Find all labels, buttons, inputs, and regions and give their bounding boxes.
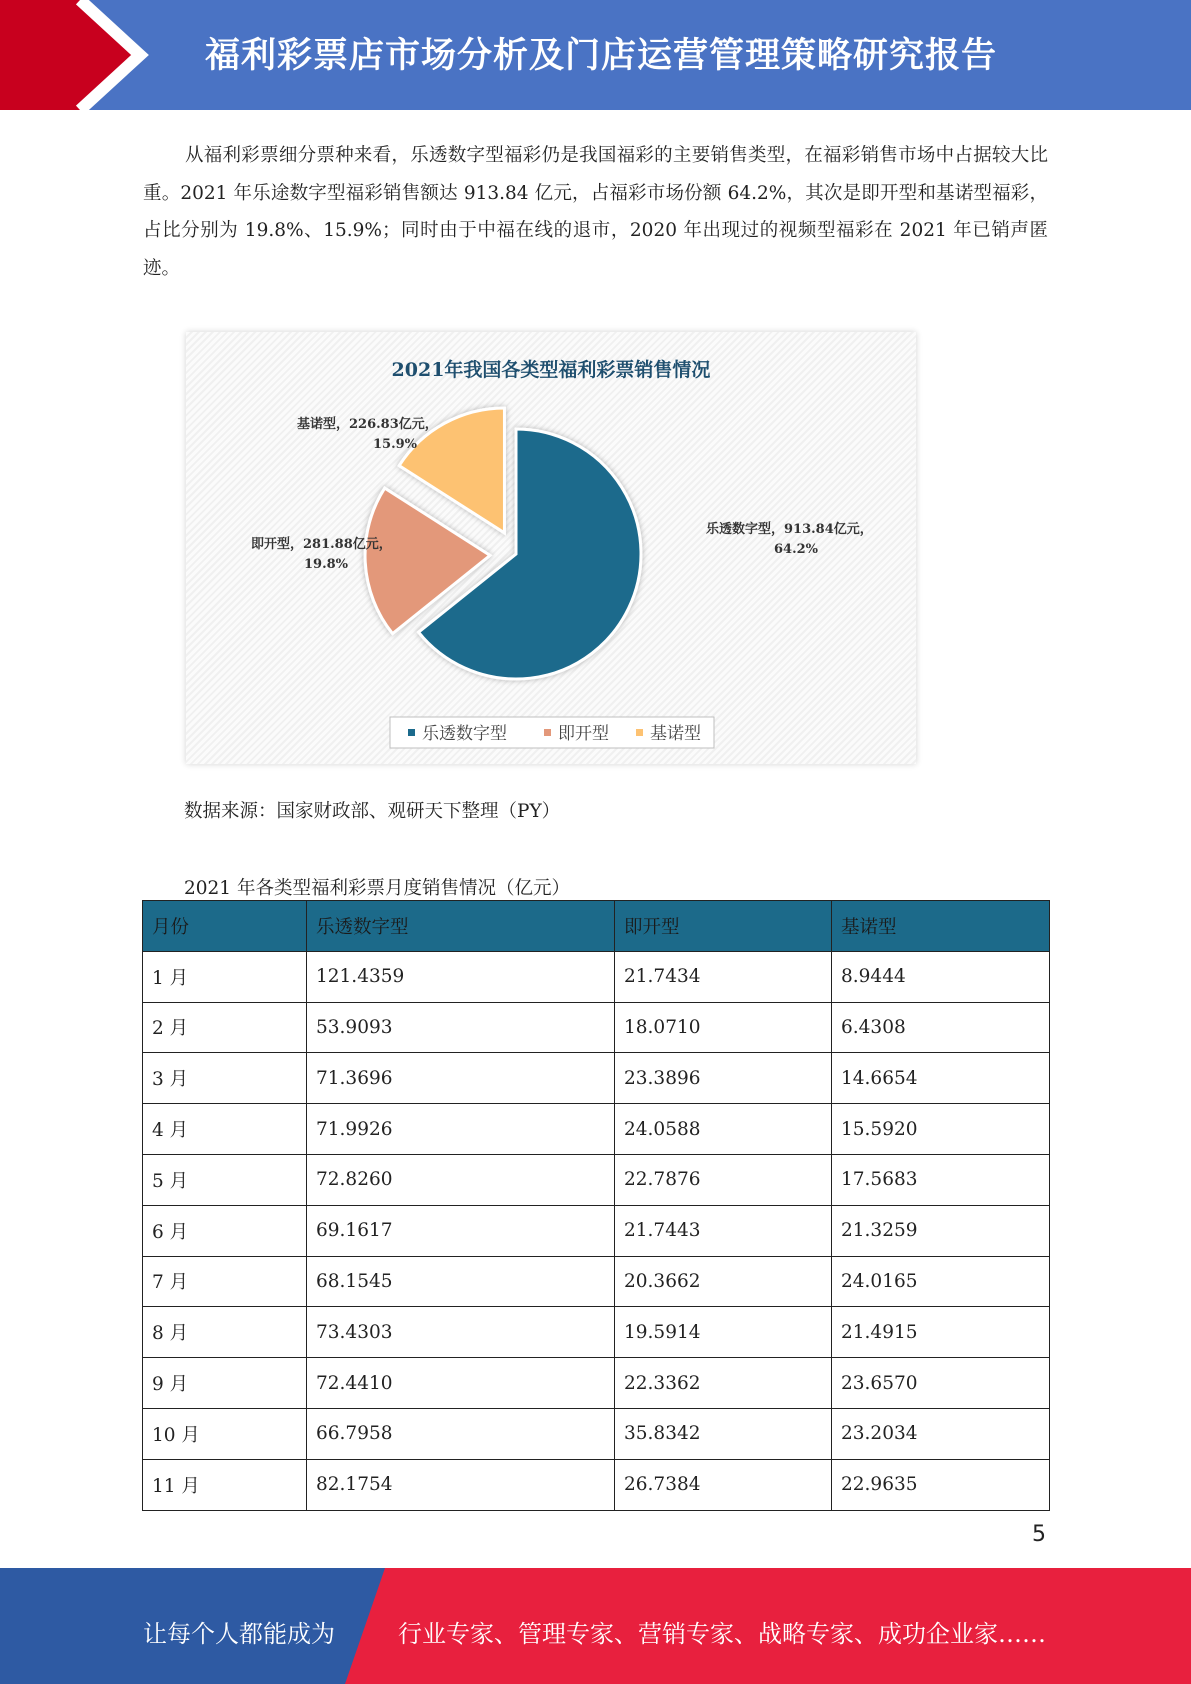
cell-lotto: 72.4410 bbox=[307, 1358, 615, 1409]
body-paragraph: 从福利彩票细分票种来看，乐透数字型福彩仍是我国福彩的主要销售类型，在福彩销售市场中占据较大比重。2021 年乐途数字型福彩销售额达 913.84 亿元，占福彩市场份额 64.2%，其次是即开型和基诺型福彩，占比分别为 19.8%、15.9%；同时由于中福在线的退市，2020 年出现过的视频型福彩在 2021 年已销声匿迹。 bbox=[143, 145, 1048, 279]
table-row bbox=[143, 1053, 1050, 1104]
table-caption: 2021 年各类型福利彩票月度销售情况（亿元） bbox=[184, 878, 570, 899]
cell-month: 5 月 bbox=[143, 1154, 307, 1205]
cell-month: 6 月 bbox=[143, 1205, 307, 1256]
cell-instant: 20.3662 bbox=[615, 1256, 832, 1307]
cell-keno: 6.4308 bbox=[832, 1002, 1050, 1053]
table-header-row bbox=[143, 901, 1050, 952]
cell-keno: 23.6570 bbox=[832, 1358, 1050, 1409]
cell-month: 11 月 bbox=[143, 1459, 307, 1510]
table-row bbox=[143, 1307, 1050, 1358]
cell-instant: 23.3896 bbox=[615, 1053, 832, 1104]
header-month: 月份 bbox=[143, 901, 307, 952]
chart-title: 2021年我国各类型福利彩票销售情况 bbox=[391, 359, 711, 381]
cell-lotto: 53.9093 bbox=[307, 1002, 615, 1053]
legend-label: 即开型 bbox=[558, 724, 609, 744]
cell-lotto: 71.9926 bbox=[307, 1104, 615, 1155]
table-row bbox=[143, 1104, 1050, 1155]
slice-label: 即开型，281.88亿元， bbox=[251, 537, 392, 552]
cell-keno: 15.5920 bbox=[832, 1104, 1050, 1155]
cell-lotto: 73.4303 bbox=[307, 1307, 615, 1358]
slice-label: 乐透数字型，913.84亿元， bbox=[706, 522, 873, 537]
cell-month: 3 月 bbox=[143, 1053, 307, 1104]
pie-chart bbox=[186, 332, 916, 764]
legend-label: 乐透数字型 bbox=[422, 724, 507, 744]
cell-keno: 24.0165 bbox=[832, 1256, 1050, 1307]
page-number: 5 bbox=[1032, 1522, 1046, 1547]
cell-lotto: 72.8260 bbox=[307, 1154, 615, 1205]
slice-percent-label: 64.2% bbox=[773, 542, 819, 557]
table-row bbox=[143, 1205, 1050, 1256]
table-row bbox=[143, 951, 1050, 1002]
footer-slogan-right: 行业专家、管理专家、营销专家、战略专家、成功企业家…… bbox=[398, 1620, 1046, 1648]
cell-instant: 18.0710 bbox=[615, 1002, 832, 1053]
cell-instant: 24.0588 bbox=[615, 1104, 832, 1155]
slice-percent-label: 19.8% bbox=[303, 557, 349, 572]
footer-slogan-left: 让每个人都能成为 bbox=[143, 1620, 335, 1648]
table-row bbox=[143, 1154, 1050, 1205]
cell-instant: 22.7876 bbox=[615, 1154, 832, 1205]
slice-label: 基诺型，226.83亿元， bbox=[297, 417, 438, 432]
cell-keno: 14.6654 bbox=[832, 1053, 1050, 1104]
cell-instant: 26.7384 bbox=[615, 1459, 832, 1510]
cell-month: 8 月 bbox=[143, 1307, 307, 1358]
cell-keno: 17.5683 bbox=[832, 1154, 1050, 1205]
report-title: 福利彩票店市场分析及门店运营管理策略研究报告 bbox=[205, 36, 998, 76]
legend-swatch bbox=[408, 729, 415, 736]
cell-lotto: 68.1545 bbox=[307, 1256, 615, 1307]
legend-swatch bbox=[636, 729, 643, 736]
cell-month: 10 月 bbox=[143, 1408, 307, 1459]
cell-instant: 21.7434 bbox=[615, 951, 832, 1002]
table-row bbox=[143, 1256, 1050, 1307]
cell-month: 7 月 bbox=[143, 1256, 307, 1307]
cell-keno: 23.2034 bbox=[832, 1408, 1050, 1459]
legend-swatch bbox=[544, 729, 551, 736]
legend-label: 基诺型 bbox=[650, 724, 701, 744]
cell-month: 4 月 bbox=[143, 1104, 307, 1155]
pie-chart-svg bbox=[186, 332, 916, 764]
data-source-note: 数据来源：国家财政部、观研天下整理（PY） bbox=[184, 801, 561, 822]
cell-lotto: 121.4359 bbox=[307, 951, 615, 1002]
table-row bbox=[143, 1459, 1050, 1510]
header-keno: 基诺型 bbox=[832, 901, 1050, 952]
table-row bbox=[143, 1358, 1050, 1409]
cell-keno: 8.9444 bbox=[832, 951, 1050, 1002]
table-row bbox=[143, 1408, 1050, 1459]
cell-lotto: 82.1754 bbox=[307, 1459, 615, 1510]
cell-instant: 35.8342 bbox=[615, 1408, 832, 1459]
cell-keno: 21.4915 bbox=[832, 1307, 1050, 1358]
slice-percent-label: 15.9% bbox=[372, 437, 418, 452]
cell-month: 1 月 bbox=[143, 951, 307, 1002]
cell-instant: 21.7443 bbox=[615, 1205, 832, 1256]
cell-keno: 21.3259 bbox=[832, 1205, 1050, 1256]
cell-month: 2 月 bbox=[143, 1002, 307, 1053]
table-row bbox=[143, 1002, 1050, 1053]
header-lotto: 乐透数字型 bbox=[307, 901, 615, 952]
cell-lotto: 71.3696 bbox=[307, 1053, 615, 1104]
cell-instant: 19.5914 bbox=[615, 1307, 832, 1358]
page-footer bbox=[0, 1568, 1191, 1684]
cell-lotto: 66.7958 bbox=[307, 1408, 615, 1459]
monthly-sales-table bbox=[142, 900, 1050, 1511]
cell-instant: 22.3362 bbox=[615, 1358, 832, 1409]
cell-lotto: 69.1617 bbox=[307, 1205, 615, 1256]
header-instant: 即开型 bbox=[615, 901, 832, 952]
cell-keno: 22.9635 bbox=[832, 1459, 1050, 1510]
cell-month: 9 月 bbox=[143, 1358, 307, 1409]
page-header bbox=[0, 0, 1191, 110]
